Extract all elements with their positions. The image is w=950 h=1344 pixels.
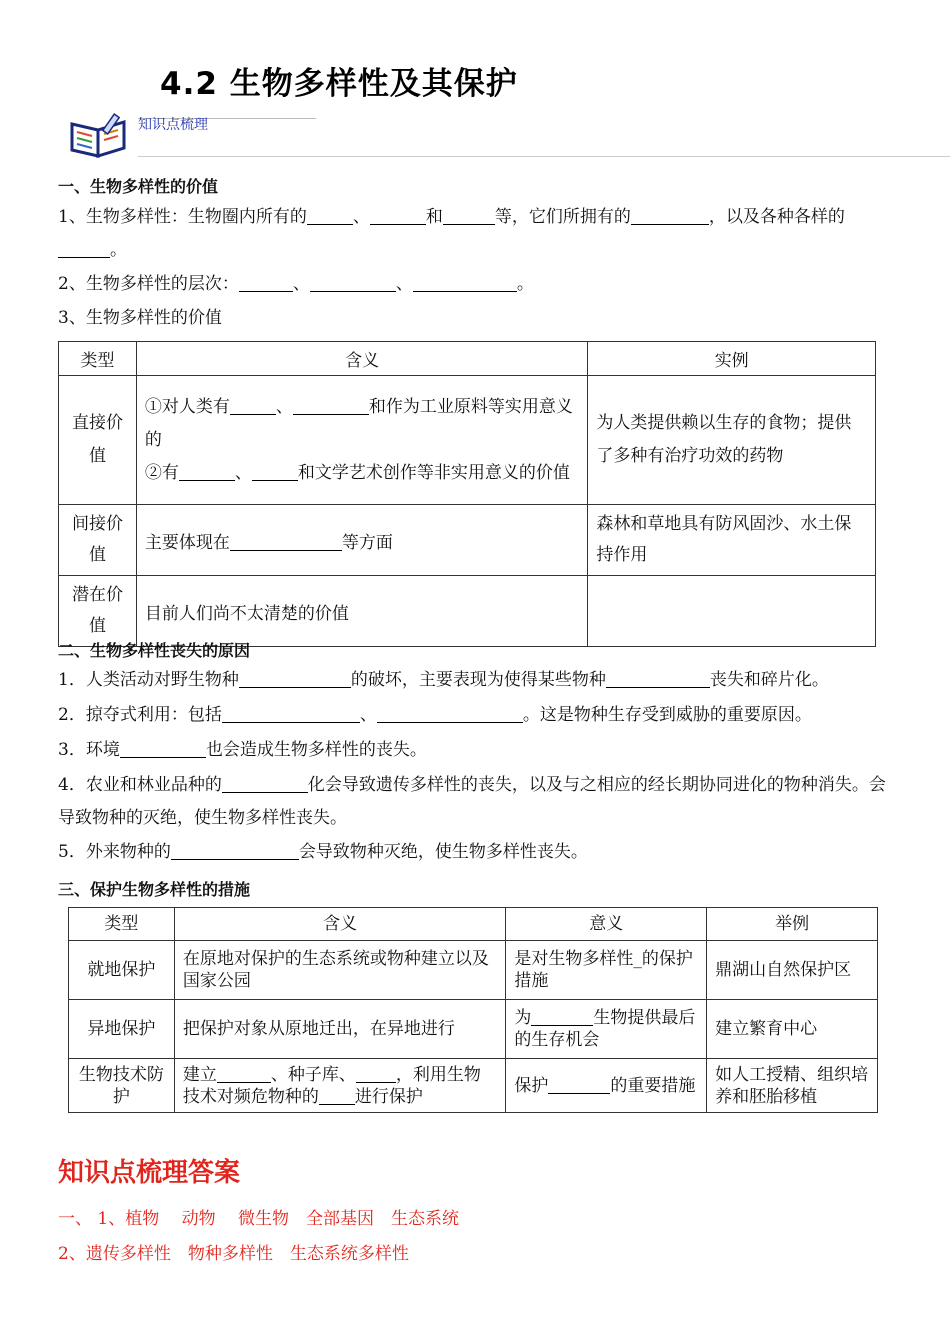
text: 也会造成生物多样性的丧失。 — [205, 740, 427, 760]
text: 化会导致遗传多样性的丧失，以及与之相应的经长期协同进化的物种消失。会导致物种的灭绝，使生物多样性丧失。 — [58, 775, 886, 828]
blank — [307, 206, 353, 225]
table-header-row — [69, 908, 878, 941]
blank — [531, 1007, 593, 1026]
header-type: 类型 — [59, 342, 137, 376]
text: 。 — [516, 274, 534, 294]
section-banner — [68, 108, 950, 168]
section-1-heading: 一、生物多样性的价值 — [58, 177, 219, 196]
text: 的重要措施 — [610, 1075, 696, 1096]
header-significance: 意义 — [506, 908, 707, 941]
table-header-row — [59, 342, 876, 376]
blank — [413, 273, 517, 292]
blank — [171, 841, 299, 860]
blank — [310, 273, 396, 292]
section-2-heading: 二、生物多样性丧失的原因 — [58, 641, 251, 660]
s2-item-4 — [58, 769, 896, 835]
text: 建立 — [182, 1064, 217, 1085]
text: 、种子库、 — [270, 1064, 356, 1085]
blank — [548, 1075, 610, 1094]
row-example — [588, 576, 876, 647]
row-meaning — [136, 376, 587, 505]
text: 的破坏，主要表现为使得某些物种 — [350, 670, 606, 690]
blank — [606, 669, 710, 688]
section-3-heading: 三、保护生物多样性的措施 — [58, 880, 251, 899]
answers-line-2: 2、遗传多样性 物种多样性 生态系统多样性 — [58, 1244, 409, 1264]
blank — [217, 1064, 271, 1083]
blank — [230, 532, 342, 551]
row-type: 直接价值 — [59, 376, 137, 505]
text: 2、生物多样性的层次： — [58, 274, 239, 294]
answers-title: 知识点梳理答案 — [58, 1158, 241, 1188]
header-type: 类型 — [69, 908, 175, 941]
blank — [222, 774, 308, 793]
row-meaning — [174, 1059, 506, 1113]
blank — [370, 206, 426, 225]
text: 、 — [275, 396, 293, 417]
row-meaning — [136, 505, 587, 576]
row-meaning: 在原地对保护的生态系统或物种建立以及国家公园 — [174, 941, 506, 1000]
text: 主要体现在 — [144, 532, 230, 553]
banner-label: 知识点梳理 — [138, 117, 208, 133]
row-type: 潜在价值 — [59, 576, 137, 647]
row-type: 间接价值 — [59, 505, 137, 576]
blank — [252, 462, 298, 481]
text: ，以及各种各样的 — [708, 207, 845, 227]
text: 2．掠夺式利用：包括 — [58, 705, 222, 725]
table-row — [69, 1059, 878, 1113]
blank — [230, 396, 276, 415]
text: 、 — [234, 462, 252, 483]
text: 生物提供最后的生存机会 — [514, 1008, 696, 1050]
s1-paragraph-2 — [58, 268, 896, 301]
row-significance — [506, 1059, 707, 1113]
row-significance: 是对生物多样性_的保护措施 — [506, 941, 707, 1000]
text: 、 — [352, 207, 370, 227]
text: 和 — [425, 207, 443, 227]
row-type: 生物技术防护 — [69, 1059, 175, 1113]
text: 、 — [359, 705, 377, 725]
banner-rule-bottom — [138, 156, 950, 157]
text: 等方面 — [341, 532, 393, 553]
text: 1、生物多样性：生物圈内所有的 — [58, 207, 307, 227]
row-significance — [506, 1000, 707, 1059]
row-type: 异地保护 — [69, 1000, 175, 1059]
s2-item-1 — [58, 664, 908, 697]
blank — [377, 704, 523, 723]
page-title: 4.2 生物多样性及其保护 — [160, 66, 518, 102]
row-example: 如人工授精、组织培养和胚胎移植 — [707, 1059, 878, 1113]
text: ①对人类有 — [144, 396, 230, 417]
text: 5．外来物种的 — [58, 842, 171, 862]
text: 保护 — [514, 1075, 549, 1096]
blank — [631, 206, 709, 225]
text: 会导致物种灭绝，使生物多样性丧失。 — [298, 842, 588, 862]
blank — [179, 462, 235, 481]
row-meaning: 把保护对象从原地迁出，在异地进行 — [174, 1000, 506, 1059]
blank — [58, 239, 110, 258]
s2-item-5 — [58, 836, 896, 869]
blank — [293, 396, 369, 415]
table-row — [69, 941, 878, 1000]
table-row — [59, 576, 876, 647]
text: ②有 — [144, 462, 179, 483]
blank — [443, 206, 495, 225]
text: ，利用生物技术对频危物种的 — [182, 1064, 481, 1107]
blank — [222, 704, 360, 723]
text: 为 — [514, 1008, 532, 1028]
text: 3．环境 — [58, 740, 120, 760]
row-example: 建立繁育中心 — [707, 1000, 878, 1059]
blank — [319, 1086, 355, 1105]
s2-item-3 — [58, 734, 896, 767]
text: 、 — [395, 274, 413, 294]
s2-item-2 — [58, 699, 896, 732]
header-example: 举例 — [707, 908, 878, 941]
blank — [239, 669, 351, 688]
text: 和作为工业原料等实用意义的 — [144, 396, 573, 450]
text: 丧失和碎片化。 — [709, 670, 829, 690]
row-example: 为人类提供赖以生存的食物；提供了多种有治疗功效的药物 — [588, 376, 876, 505]
text: 等，它们所拥有的 — [494, 207, 631, 227]
value-table — [58, 341, 876, 647]
text: 4．农业和林业品种的 — [58, 775, 222, 795]
s1-paragraph-1 — [58, 201, 896, 267]
blank — [356, 1064, 396, 1083]
text: 和文学艺术创作等非实用意义的价值 — [297, 462, 570, 483]
answers-line-1: 一、 1、植物 动物 微生物 全部基因 生态系统 — [58, 1209, 460, 1229]
row-example: 鼎湖山自然保护区 — [707, 941, 878, 1000]
text: 进行保护 — [354, 1086, 423, 1107]
table-row — [69, 1000, 878, 1059]
text: 。这是物种生存受到威胁的重要原因。 — [522, 705, 812, 725]
header-meaning: 含义 — [136, 342, 587, 376]
text: 。 — [110, 240, 127, 260]
text: 、 — [292, 274, 310, 294]
table-row — [59, 505, 876, 576]
text: 1．人类活动对野生物种 — [58, 670, 239, 690]
row-type: 就地保护 — [69, 941, 175, 1000]
header-example: 实例 — [588, 342, 876, 376]
row-example: 森林和草地具有防风固沙、水土保持作用 — [588, 505, 876, 576]
table-row — [59, 376, 876, 505]
protection-table — [68, 907, 878, 1113]
s1-paragraph-3: 3、生物多样性的价值 — [58, 308, 222, 328]
row-meaning: 目前人们尚不太清楚的价值 — [136, 576, 587, 647]
header-meaning: 含义 — [174, 908, 506, 941]
blank — [120, 739, 206, 758]
book-icon — [68, 112, 130, 158]
blank — [239, 273, 293, 292]
